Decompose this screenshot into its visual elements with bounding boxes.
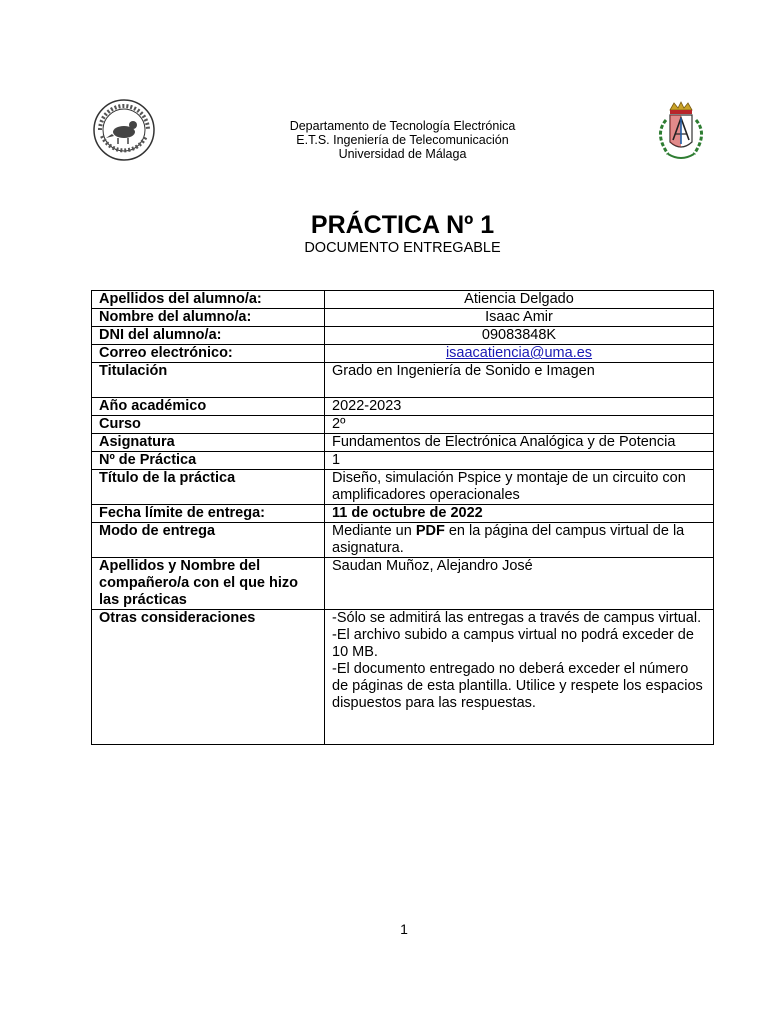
curso-value: 2º [325, 416, 714, 434]
curso-label: Curso [92, 416, 325, 434]
dni-value: 09083848K [325, 327, 714, 345]
companero-value: Saudan Muñoz, Alejandro José [325, 558, 714, 610]
table-row [92, 363, 714, 398]
table-row [92, 327, 714, 345]
table-row [92, 452, 714, 470]
table-row [92, 523, 714, 558]
modo-label: Modo de entrega [92, 523, 325, 558]
table-row [92, 434, 714, 452]
asignatura-label: Asignatura [92, 434, 325, 452]
correo-label: Correo electrónico: [92, 345, 325, 363]
department-line: Departamento de Tecnología Electrónica [289, 119, 516, 133]
modo-bold: PDF [415, 523, 445, 539]
npractica-value: 1 [325, 452, 714, 470]
table-row [92, 345, 714, 363]
student-info-table [91, 290, 714, 745]
npractica-label: Nº de Práctica [92, 452, 325, 470]
asignatura-value: Fundamentos de Electrónica Analógica y de Potencia [325, 434, 714, 452]
modo-value [325, 523, 714, 558]
table-row [92, 505, 714, 523]
table-row [92, 309, 714, 327]
email-link[interactable]: isaacatiencia@uma.es [445, 345, 593, 361]
page-title: PRÁCTICA Nº 1 [310, 211, 495, 239]
table-row [92, 291, 714, 309]
school-crest-icon [646, 100, 716, 166]
page-subtitle: DOCUMENTO ENTREGABLE [304, 240, 501, 256]
otras-label: Otras consideraciones [92, 610, 325, 745]
otras-value [325, 610, 714, 745]
table-row [92, 558, 714, 610]
nombre-label: Nombre del alumno/a: [92, 309, 325, 327]
anio-value: 2022-2023 [325, 398, 714, 416]
apellidos-value: Atiencia Delgado [325, 291, 714, 309]
titulo-value: Diseño, simulación Pspice y montaje de un circuito con amplificadores operacionales [325, 470, 714, 505]
fecha-value: 11 de octubre de 2022 [325, 505, 714, 523]
table-row [92, 398, 714, 416]
university-seal-icon [92, 98, 156, 162]
titulacion-value: Grado en Ingeniería de Sonido e Imagen [325, 363, 714, 398]
otras-line: -El archivo subido a campus virtual no podrá exceder de 10 MB. [332, 627, 694, 660]
fecha-label: Fecha límite de entrega: [92, 505, 325, 523]
table-row [92, 470, 714, 505]
school-line: E.T.S. Ingeniería de Telecomunicación [296, 133, 509, 147]
anio-label: Año académico [92, 398, 325, 416]
page-number: 1 [400, 921, 408, 937]
otras-line: -El documento entregado no deberá exceder el número de páginas de esta plantilla. Utilice y respete los espacios dispuestos para las respuestas. [332, 661, 703, 711]
otras-line: -Sólo se admitirá las entregas a través de campus virtual. [332, 610, 702, 626]
titulo-label: Título de la práctica [92, 470, 325, 505]
titulacion-label: Titulación [92, 363, 325, 398]
department-header [200, 119, 605, 161]
companero-label: Apellidos y Nombre del compañero/a con el que hizo las prácticas [92, 558, 325, 610]
university-line: Universidad de Málaga [338, 147, 467, 161]
correo-cell [325, 345, 714, 363]
apellidos-label: Apellidos del alumno/a: [92, 291, 325, 309]
dni-label: DNI del alumno/a: [92, 327, 325, 345]
table-row [92, 610, 714, 745]
nombre-value: Isaac Amir [325, 309, 714, 327]
modo-suffix: en la página del campus virtual de la asignatura. [332, 523, 685, 556]
table-row [92, 416, 714, 434]
modo-prefix: Mediante un [332, 523, 416, 539]
